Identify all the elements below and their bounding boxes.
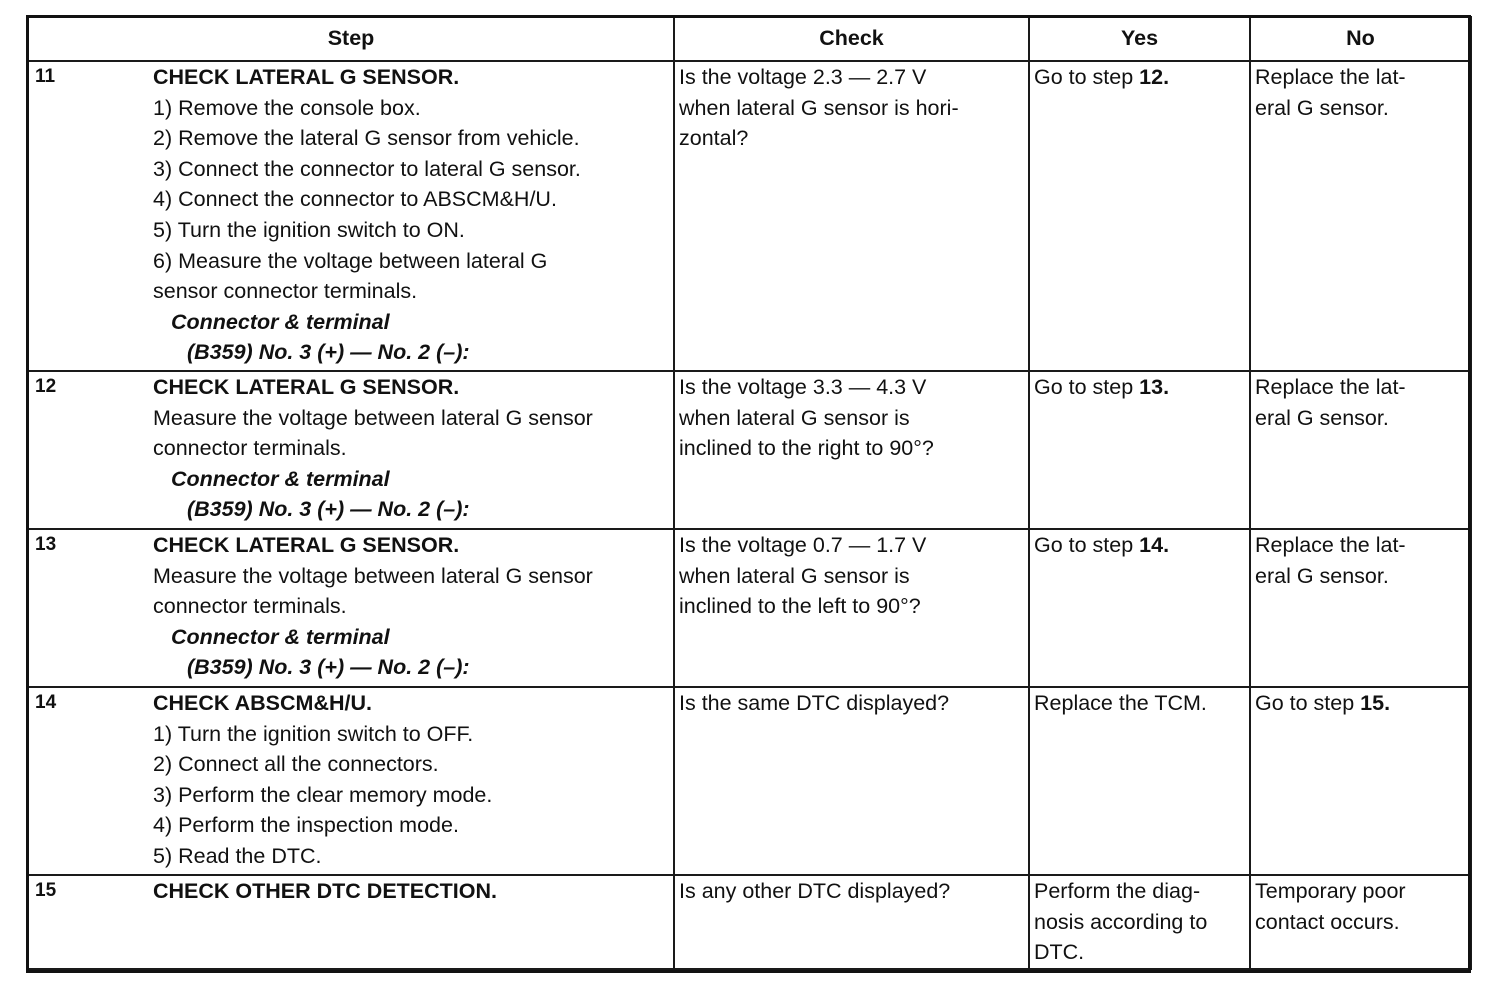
check-text: when lateral G sensor is [679,563,910,588]
header-step: Step [28,17,674,61]
step-cell [28,529,674,687]
check-cell [674,875,1029,969]
check-text: Is the voltage 0.7 — 1.7 V [679,533,927,557]
step-instruction: Measure the voltage between lateral G sensor [153,405,593,430]
step-instruction: sensor connector terminals. [153,279,418,304]
step-instruction: 2) Connect all the connectors. [153,752,439,777]
yes-cell [1029,61,1250,371]
check-text: zontal? [679,126,749,151]
step-instruction: 1) Turn the ignition switch to OFF. [153,721,474,746]
no-text: Temporary poor [1255,879,1406,903]
no-text: Replace the lat- [1255,375,1406,399]
yes-text: Go to step [1034,533,1140,557]
no-text: Replace the lat- [1255,533,1406,557]
yes-text: nosis according to [1034,909,1208,934]
yes-cell [1029,371,1250,529]
step-number: 11 [35,66,56,87]
no-cell [1250,529,1471,687]
yes-text: Perform the diag- [1034,879,1201,903]
header-yes: Yes [1029,17,1250,61]
step-instruction: 6) Measure the voltage between lateral G [153,248,548,273]
check-cell [674,529,1029,687]
table-row [28,529,1471,687]
step-cell [28,61,674,371]
connector-terminal-label: Connector & terminal [171,624,390,649]
step-title: CHECK ABSCM&H/U. [153,691,372,715]
check-text: when lateral G sensor is hori- [679,95,959,120]
step-instruction: 2) Remove the lateral G sensor from vehicle. [153,126,580,151]
step-instruction: 3) Perform the clear memory mode. [153,782,493,807]
no-step-ref: 15. [1360,691,1391,715]
connector-terminal-value: (B359) No. 3 (+) — No. 2 (–): [187,497,470,522]
table-row [28,687,1471,875]
connector-terminal-label: Connector & terminal [171,466,390,491]
step-number: 13 [35,534,57,555]
check-text: when lateral G sensor is [679,405,910,430]
header-no: No [1250,17,1471,61]
diagnostic-table [27,16,1472,970]
yes-text: Go to step [1034,65,1140,89]
step-cell [28,875,674,969]
check-text: Is any other DTC displayed? [679,879,951,903]
check-text: Is the voltage 2.3 — 2.7 V [679,65,927,89]
step-number: 15 [35,880,57,901]
check-cell [674,61,1029,371]
yes-step-ref: 12. [1139,65,1170,89]
step-number: 14 [35,692,57,713]
check-cell [674,371,1029,529]
header-check: Check [674,17,1029,61]
yes-text: DTC. [1034,940,1085,965]
step-instruction: 5) Turn the ignition switch to ON. [153,217,465,242]
check-text: Is the voltage 3.3 — 4.3 V [679,375,927,399]
connector-terminal-label: Connector & terminal [171,309,390,334]
step-number: 12 [35,376,57,397]
yes-step-ref: 13. [1139,375,1170,399]
step-instruction: 4) Connect the connector to ABSCM&H/U. [153,187,557,212]
table-row [28,371,1471,529]
header-row [28,17,1471,61]
yes-text: Replace the TCM. [1034,691,1207,715]
no-cell [1250,371,1471,529]
yes-cell [1029,687,1250,875]
check-text: Is the same DTC displayed? [679,691,950,715]
yes-cell [1029,875,1250,969]
no-text: eral G sensor. [1255,405,1389,430]
yes-cell [1029,529,1250,687]
yes-text: Go to step [1034,375,1140,399]
step-instruction: 4) Perform the inspection mode. [153,813,459,838]
check-text: inclined to the right to 90°? [679,436,934,461]
step-instruction: 5) Read the DTC. [153,843,322,868]
connector-terminal-value: (B359) No. 3 (+) — No. 2 (–): [187,655,470,680]
no-cell [1250,61,1471,371]
step-title: CHECK LATERAL G SENSOR. [153,65,460,89]
step-title: CHECK LATERAL G SENSOR. [153,375,460,399]
table-row [28,875,1471,969]
step-cell [28,687,674,875]
no-text: contact occurs. [1255,909,1400,934]
step-instruction: 1) Remove the console box. [153,95,421,120]
step-instruction: connector terminals. [153,436,347,461]
step-instruction: Measure the voltage between lateral G sensor [153,563,593,588]
step-instruction: connector terminals. [153,594,347,619]
yes-step-ref: 14. [1139,533,1170,557]
step-cell [28,371,674,529]
check-cell [674,687,1029,875]
step-title: CHECK LATERAL G SENSOR. [153,533,460,557]
no-text: Go to step [1255,691,1361,715]
no-cell [1250,875,1471,969]
no-text: Replace the lat- [1255,65,1406,89]
check-text: inclined to the left to 90°? [679,594,921,619]
connector-terminal-value: (B359) No. 3 (+) — No. 2 (–): [187,340,470,365]
no-text: eral G sensor. [1255,563,1389,588]
table-row [28,61,1471,371]
step-title: CHECK OTHER DTC DETECTION. [153,879,497,903]
step-instruction: 3) Connect the connector to lateral G sensor. [153,156,581,181]
no-text: eral G sensor. [1255,95,1389,120]
no-cell [1250,687,1471,875]
